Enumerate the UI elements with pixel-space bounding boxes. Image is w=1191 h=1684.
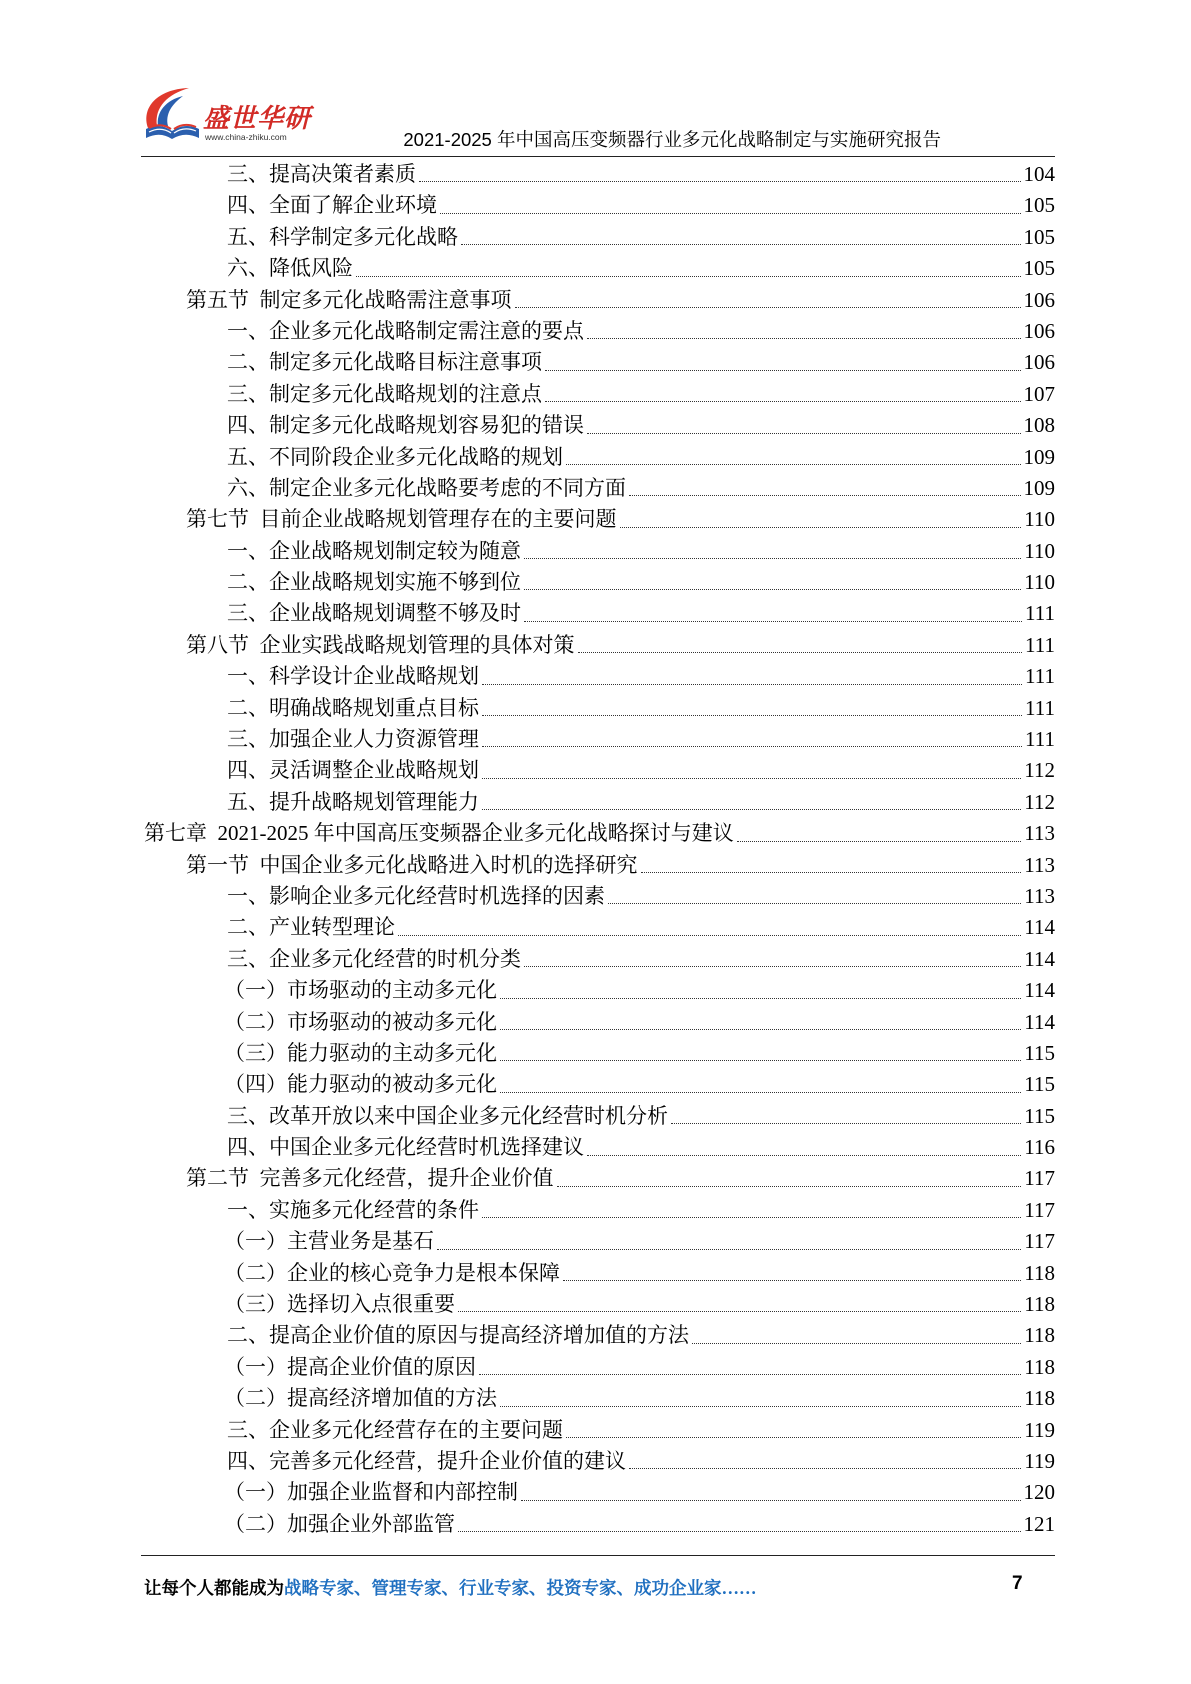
toc-entry[interactable] [144,1320,1055,1351]
toc-dot-leader [629,495,1021,496]
toc-entry-title: （二）提高经济增加值的方法 [224,1386,497,1411]
toc-dot-leader [524,621,1022,622]
toc-entry-title: （四）能力驱动的被动多元化 [224,1072,497,1097]
toc-entry-page: 117 [1024,1197,1055,1222]
toc-dot-leader [545,401,1021,402]
toc-entry-page: 118 [1024,1260,1055,1285]
toc-entry-title: （一）加强企业监督和内部控制 [224,1480,518,1505]
toc-entry-page: 105 [1023,256,1055,281]
toc-dot-leader [461,244,1021,245]
toc-entry[interactable] [144,598,1055,629]
toc-entry-title: 二、制定多元化战略目标注意事项 [227,350,542,375]
toc-entry-page: 115 [1024,1072,1055,1097]
toc-entry-page: 114 [1024,946,1055,971]
toc-entry-page: 115 [1024,1040,1055,1065]
report-title: 2021-2025 年中国高压变频器行业多元化战略制定与实施研究报告 [403,129,941,150]
footer-slogan [144,1575,757,1600]
toc-entry-page: 118 [1024,1292,1055,1317]
toc-entry-title: 第七节 目前企业战略规划管理存在的主要问题 [186,507,617,532]
toc-entry-title: 五、科学制定多元化战略 [227,224,458,249]
toc-dot-leader [578,652,1023,653]
book-swoosh-logo-icon [141,86,203,146]
toc-entry-title: 四、中国企业多元化经营时机选择建议 [227,1135,584,1160]
toc-entry[interactable] [144,1289,1055,1320]
toc-entry-page: 108 [1023,413,1055,438]
toc-entry-page: 111 [1025,664,1055,689]
toc-entry-page: 104 [1023,161,1055,186]
toc-entry-title: 第八节 企业实践战略规划管理的具体对策 [186,632,575,657]
toc-entry-title: （二）市场驱动的被动多元化 [224,1009,497,1034]
toc-entry-page: 107 [1023,381,1055,406]
toc-entry-title: 三、企业多元化经营存在的主要问题 [227,1417,563,1442]
toc-entry-title: 三、加强企业人力资源管理 [227,727,479,752]
toc-entry-title: 一、企业多元化战略制定需注意的要点 [227,318,584,343]
toc-dot-leader [482,778,1021,779]
toc-entry[interactable] [144,347,1055,378]
toc-entry-title: 一、实施多元化经营的条件 [227,1197,479,1222]
toc-entry[interactable] [144,944,1055,975]
page-number: 7 [1012,1573,1023,1594]
toc-entry-title: （二）企业的核心竞争力是根本保障 [224,1260,560,1285]
toc-dot-leader [587,338,1021,339]
toc-entry[interactable] [144,1383,1055,1414]
toc-entry-page: 111 [1025,601,1055,626]
toc-entry-page: 105 [1023,224,1055,249]
toc-entry-page: 117 [1024,1166,1055,1191]
toc-entry[interactable] [144,975,1055,1006]
toc-entry-page: 106 [1023,318,1055,343]
toc-entry[interactable] [144,1446,1055,1477]
toc-entry-page: 111 [1025,632,1055,657]
toc-entry-page: 111 [1025,727,1055,752]
toc-entry-title: （一）主营业务是基石 [224,1229,434,1254]
toc-entry[interactable] [144,1101,1055,1132]
toc-dot-leader [440,213,1021,214]
toc-entry-title: （一）提高企业价值的原因 [224,1354,476,1379]
toc-dot-leader [500,1406,1021,1407]
toc-entry-title: 第一节 中国企业多元化战略进入时机的选择研究 [186,852,638,877]
toc-entry-page: 119 [1024,1449,1055,1473]
header-divider [141,156,1055,157]
toc-entry-title: 五、不同阶段企业多元化战略的规划 [227,444,563,469]
toc-dot-leader [641,872,1022,873]
footer-slogan-prefix: 让每个人都能成为 [144,1578,284,1598]
toc-dot-leader [500,1060,1021,1061]
toc-dot-leader [437,1249,1021,1250]
toc-dot-leader [482,684,1022,685]
toc-entry[interactable] [144,473,1055,504]
toc-entry-page: 114 [1024,978,1055,1003]
toc-entry-title: 四、灵活调整企业战略规划 [227,758,479,783]
toc-entry[interactable] [144,285,1055,316]
toc-entry-title: 二、提高企业价值的原因与提高经济增加值的方法 [227,1323,689,1348]
toc-dot-leader [524,966,1021,967]
toc-dot-leader [620,527,1022,528]
toc-entry[interactable] [144,912,1055,943]
toc-dot-leader [629,1468,1021,1469]
toc-dot-leader [671,1123,1021,1124]
toc-entry[interactable] [144,159,1055,190]
toc-entry[interactable] [144,536,1055,567]
toc-entry[interactable] [144,316,1055,347]
toc-entry[interactable] [144,1477,1055,1508]
toc-entry[interactable] [144,1132,1055,1163]
toc-entry-page: 106 [1023,350,1055,375]
logo-brand-name: 盛世华研 [203,103,312,133]
toc-entry-page: 119 [1024,1417,1055,1442]
toc-entry[interactable] [144,818,1055,849]
toc-dot-leader [398,935,1021,936]
toc-dot-leader [482,746,1022,747]
toc-entry[interactable] [144,755,1055,786]
toc-dot-leader [479,1374,1021,1375]
footer-slogan-highlight: 战略专家、管理专家、行业专家、投资专家、成功企业家…… [284,1578,757,1598]
toc-entry[interactable] [144,410,1055,441]
toc-dot-leader [500,998,1021,999]
toc-dot-leader [587,1155,1021,1156]
toc-entry-page: 109 [1023,444,1055,469]
toc-entry-page: 114 [1024,1009,1055,1034]
toc-entry[interactable] [144,724,1055,755]
toc-entry[interactable] [144,881,1055,912]
toc-entry-page: 120 [1023,1480,1055,1505]
toc-entry[interactable] [144,1226,1055,1257]
toc-dot-leader [356,276,1021,277]
toc-entry-title: 三、企业战略规划调整不够及时 [227,601,521,626]
toc-entry-title: 一、企业战略规划制定较为随意 [227,538,521,563]
toc-entry[interactable] [144,1195,1055,1226]
toc-entry-title: 六、制定企业多元化战略要考虑的不同方面 [227,475,626,500]
toc-entry[interactable] [144,850,1055,881]
toc-entry[interactable] [144,253,1055,284]
toc-dot-leader [587,433,1021,434]
footer-divider [141,1555,1055,1556]
toc-dot-leader [458,1531,1021,1532]
toc-entry-title: 五、提升战略规划管理能力 [227,789,479,814]
toc-entry[interactable] [144,1258,1055,1289]
toc-entry-title: 四、完善多元化经营，提升企业价值的建议 [227,1449,626,1473]
toc-dot-leader [566,464,1021,465]
toc-entry-title: 第二节 完善多元化经营，提升企业价值 [186,1166,554,1191]
toc-entry[interactable] [144,1352,1055,1383]
toc-entry-title: （二）加强企业外部监管 [224,1511,455,1536]
toc-dot-leader [557,1186,1022,1187]
toc-entry[interactable] [144,1038,1055,1069]
toc-entry[interactable] [144,1069,1055,1100]
logo-website: www.china-zhiku.com [205,132,287,142]
toc-entry[interactable] [144,442,1055,473]
toc-dot-leader [566,1437,1021,1438]
toc-entry-title: 一、科学设计企业战略规划 [227,664,479,689]
toc-entry[interactable] [144,661,1055,692]
toc-entry-page: 113 [1024,883,1055,908]
brand-logo [141,86,316,148]
toc-dot-leader [608,903,1021,904]
toc-entry-title: 第五节 制定多元化战略需注意事项 [186,287,512,312]
toc-entry-title: 第七章 2021-2025 年中国高压变频器企业多元化战略探讨与建议 [144,821,734,846]
toc-entry-page: 114 [1024,915,1055,940]
toc-entry-page: 110 [1024,507,1055,532]
toc-entry-title: （一）市场驱动的主动多元化 [224,978,497,1003]
toc-dot-leader [521,1500,1021,1501]
toc-entry-page: 111 [1025,695,1055,720]
toc-entry-page: 105 [1023,193,1055,218]
toc-entry-page: 116 [1024,1135,1055,1160]
toc-entry-title: 二、明确战略规划重点目标 [227,695,479,720]
toc-entry[interactable] [144,1164,1055,1195]
toc-entry[interactable] [144,567,1055,598]
toc-entry-title: 二、企业战略规划实施不够到位 [227,570,521,595]
toc-entry[interactable] [144,1415,1055,1446]
toc-dot-leader [482,1217,1021,1218]
toc-entry-page: 110 [1024,570,1055,595]
toc-entry-page: 112 [1024,758,1055,783]
toc-entry[interactable] [144,630,1055,661]
toc-dot-leader [737,841,1022,842]
toc-dot-leader [482,809,1021,810]
toc-dot-leader [482,715,1022,716]
toc-entry[interactable] [144,1007,1055,1038]
toc-entry-title: 六、降低风险 [227,256,353,281]
toc-entry[interactable] [144,379,1055,410]
toc-entry-page: 113 [1024,821,1055,846]
toc-dot-leader [545,370,1021,371]
toc-entry-title: （三）能力驱动的主动多元化 [224,1040,497,1065]
toc-dot-leader [524,589,1021,590]
toc-entry-page: 113 [1024,852,1055,877]
toc-entry[interactable] [144,787,1055,818]
table-of-contents [144,159,1055,1540]
toc-entry[interactable] [144,693,1055,724]
toc-dot-leader [458,1311,1021,1312]
toc-dot-leader [524,558,1021,559]
toc-entry-page: 115 [1024,1103,1055,1128]
toc-entry-page: 109 [1023,475,1055,500]
toc-entry-page: 106 [1023,287,1055,312]
toc-dot-leader [515,307,1021,308]
toc-dot-leader [500,1029,1021,1030]
toc-entry-title: 二、产业转型理论 [227,915,395,940]
toc-dot-leader [692,1343,1021,1344]
toc-entry-page: 118 [1024,1323,1055,1348]
toc-entry[interactable] [144,1509,1055,1540]
toc-entry-page: 112 [1024,789,1055,814]
toc-dot-leader [500,1092,1021,1093]
toc-entry-title: 三、提高决策者素质 [227,161,416,186]
toc-entry-page: 121 [1023,1511,1055,1536]
toc-entry-page: 110 [1024,538,1055,563]
toc-entry-title: 四、全面了解企业环境 [227,193,437,218]
toc-entry-page: 118 [1024,1354,1055,1379]
toc-entry-title: 一、影响企业多元化经营时机选择的因素 [227,883,605,908]
toc-entry-title: 三、企业多元化经营的时机分类 [227,946,521,971]
toc-entry-page: 117 [1024,1229,1055,1254]
toc-entry-page: 118 [1024,1386,1055,1411]
toc-entry-title: 三、改革开放以来中国企业多元化经营时机分析 [227,1103,668,1128]
toc-dot-leader [563,1280,1021,1281]
toc-entry-title: 四、制定多元化战略规划容易犯的错误 [227,413,584,438]
toc-entry-title: 三、制定多元化战略规划的注意点 [227,381,542,406]
toc-dot-leader [419,181,1021,182]
toc-entry[interactable] [144,504,1055,535]
toc-entry-title: （三）选择切入点很重要 [224,1292,455,1317]
toc-entry[interactable] [144,222,1055,253]
toc-entry[interactable] [144,190,1055,221]
